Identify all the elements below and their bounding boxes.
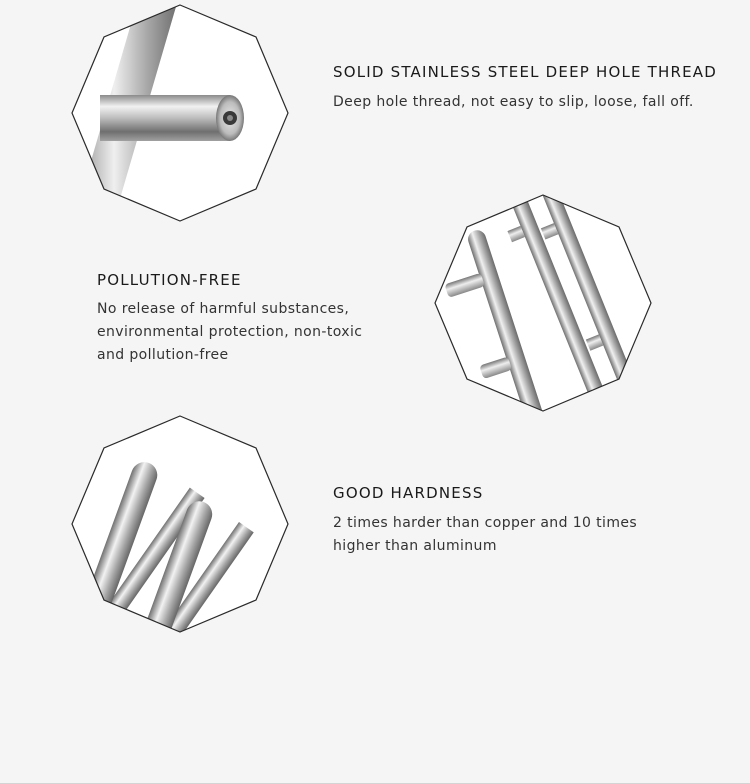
feature-title-thread: SOLID STAINLESS STEEL DEEP HOLE THREAD bbox=[333, 63, 718, 81]
mounting-post-shape bbox=[100, 95, 230, 141]
feature-desc-pollution bbox=[97, 298, 362, 367]
feature-desc-thread bbox=[333, 91, 694, 114]
desc-line: Deep hole thread, not easy to slip, loose, fall off. bbox=[333, 94, 694, 110]
desc-line: environmental protection, non-toxic bbox=[97, 324, 363, 340]
desc-line: and pollution-free bbox=[97, 347, 229, 363]
feature-title-pollution: POLLUTION-FREE bbox=[97, 271, 242, 289]
t-bar-handles-image bbox=[433, 193, 653, 413]
thread-closeup-image bbox=[70, 3, 290, 223]
feature-desc-hardness bbox=[333, 512, 637, 558]
crossed-handles-image bbox=[70, 414, 290, 634]
desc-line: higher than aluminum bbox=[333, 538, 497, 554]
desc-line: 2 times harder than copper and 10 times bbox=[333, 515, 638, 531]
feature-title-hardness: GOOD HARDNESS bbox=[333, 484, 484, 502]
desc-line: No release of harmful substances, bbox=[97, 301, 350, 317]
